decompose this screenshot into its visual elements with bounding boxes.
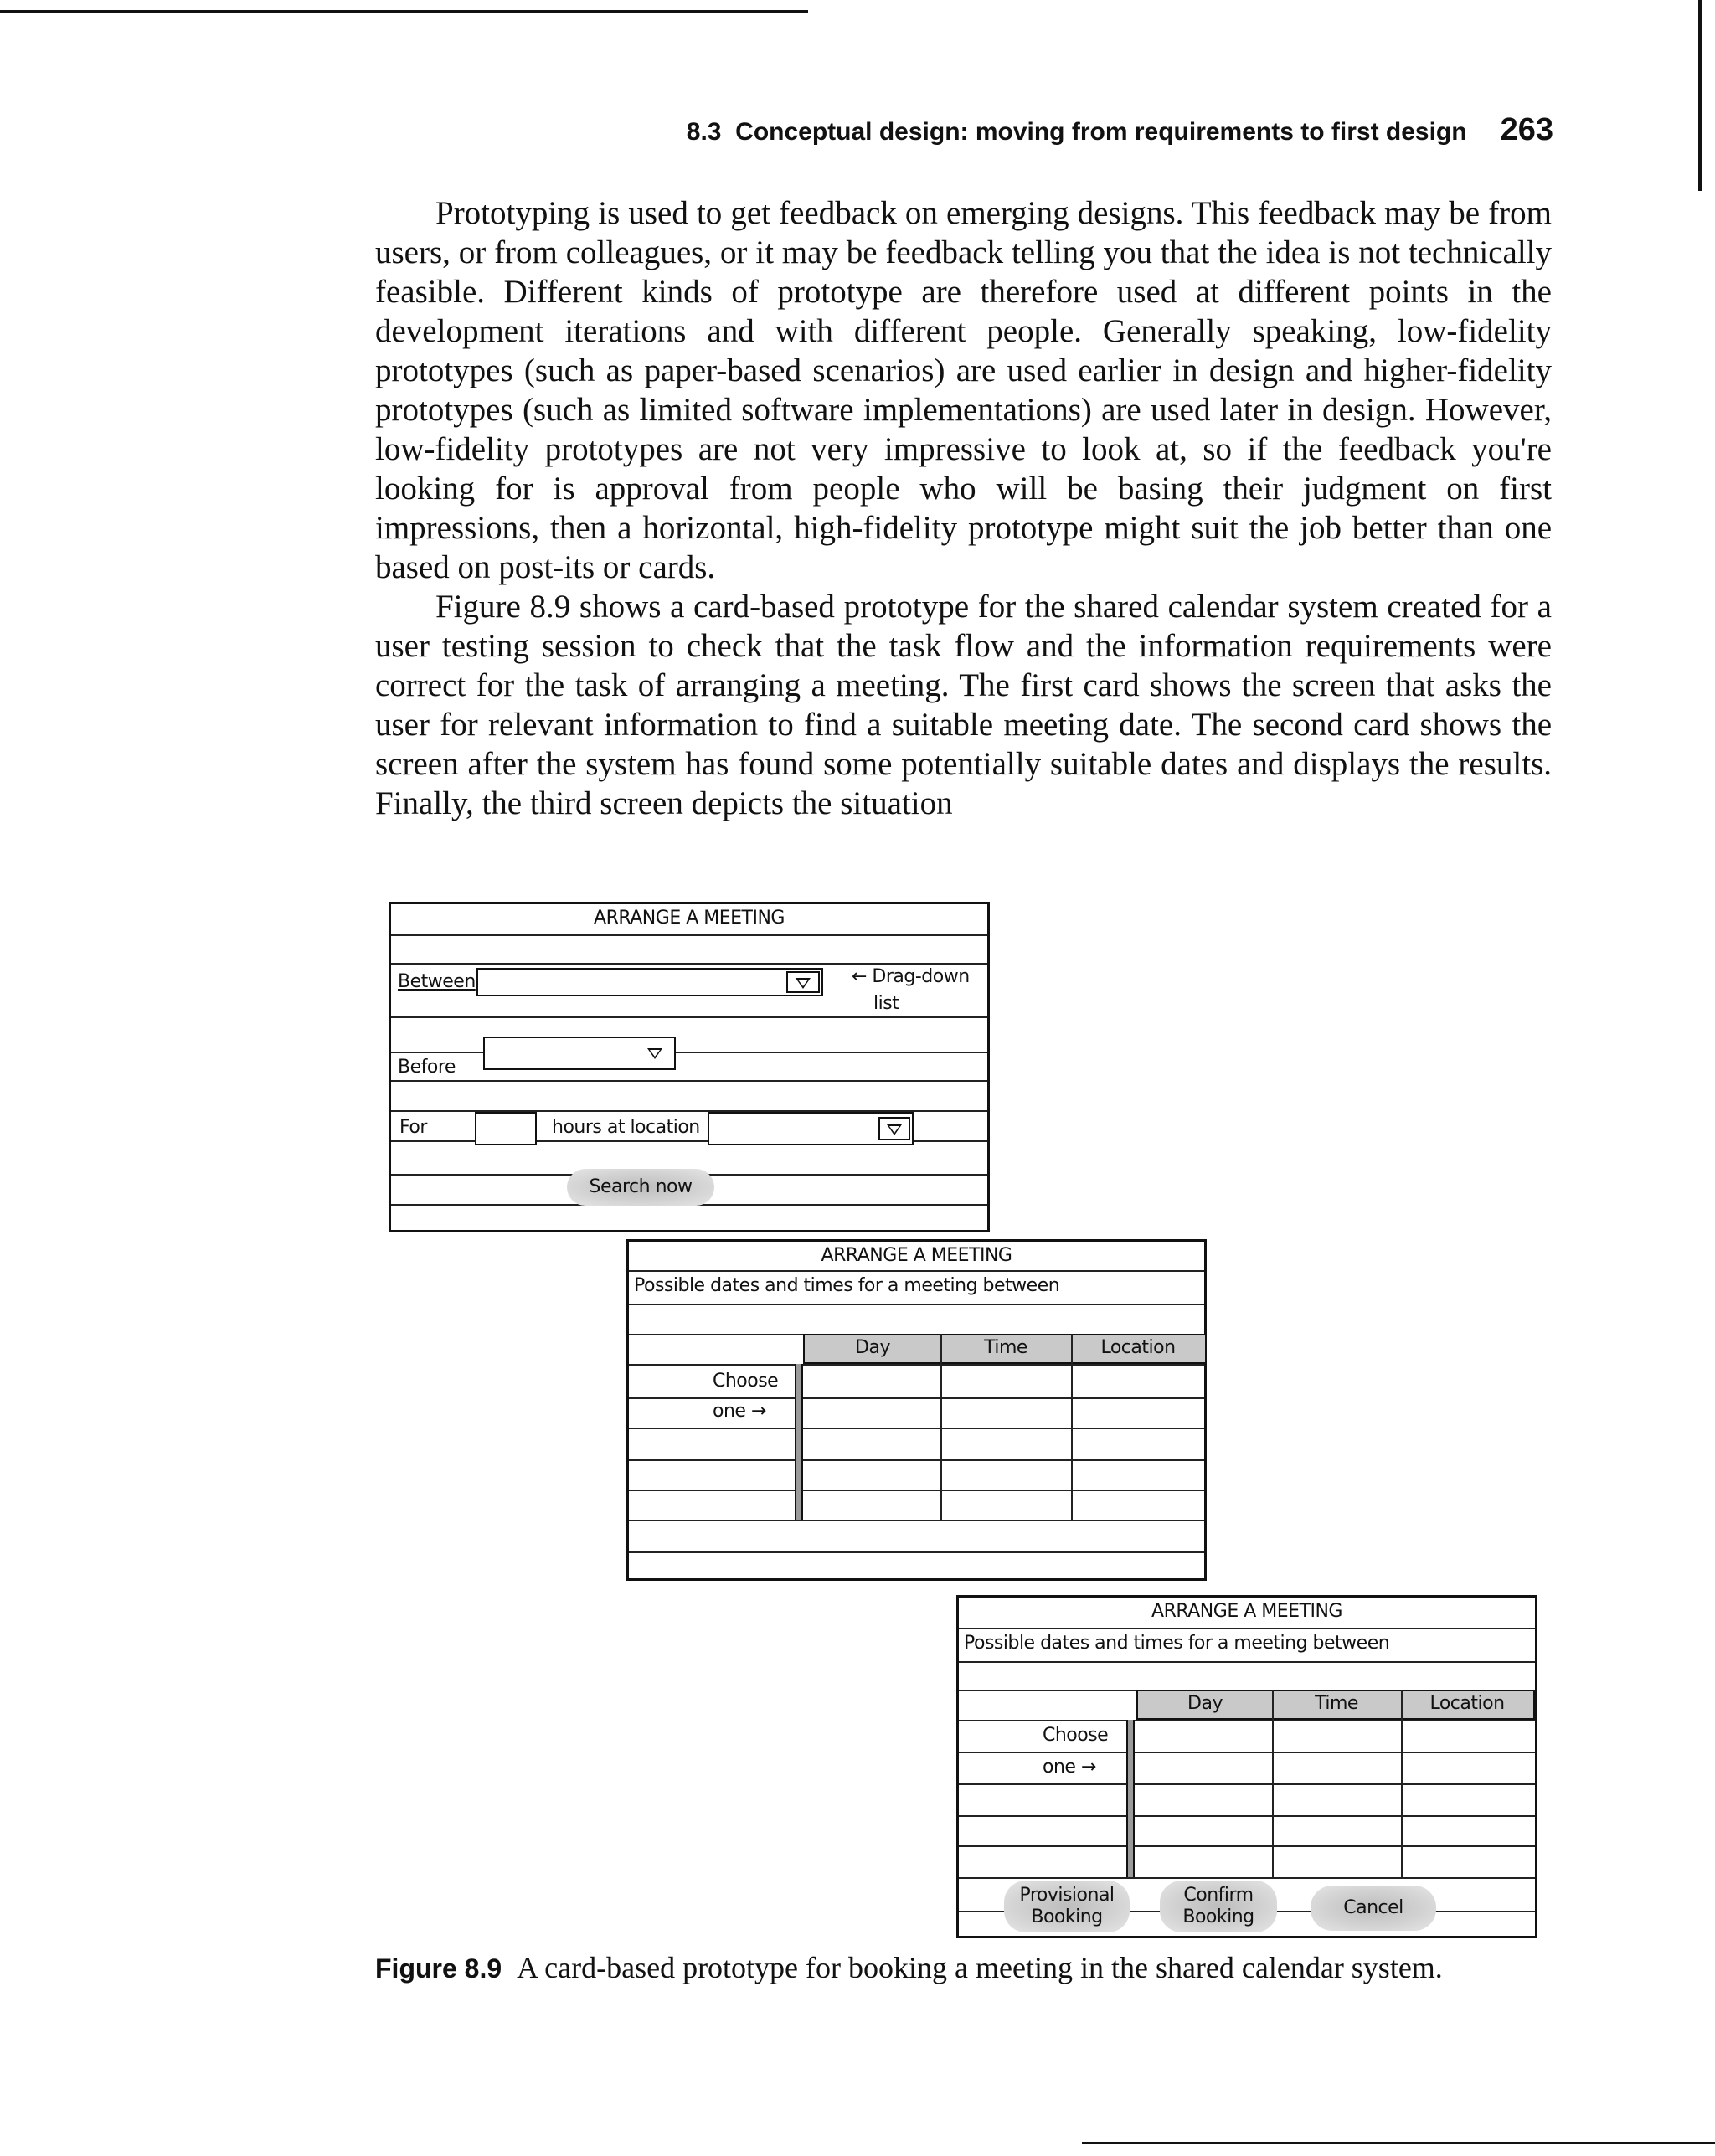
card2-rule (629, 1428, 1204, 1429)
card3-rule (959, 1783, 1535, 1785)
choose-selector-bar[interactable] (795, 1364, 803, 1520)
drag-down-note: ← Drag-down (852, 966, 970, 987)
hours-at-location-label: hours at location (552, 1117, 700, 1138)
card3-rule (959, 1815, 1535, 1817)
figure-caption-label: Figure 8.9 (375, 1953, 502, 1984)
body-text (375, 193, 1552, 823)
column-divider (1272, 1690, 1274, 1877)
provisional-booking-button[interactable] (1004, 1881, 1130, 1932)
paragraph-1: Prototyping is used to get feedback on emerging designs. This feedback may be from users, or from colleagues, or it may be feedback telling you that the idea is not technically feasible. Different kinds of prototype are therefore used at different points in the development iterations and with different people. Generally speaking, low-fidelity prototypes (such as paper-based scenarios) are used earlier in design and higher-fidelity prototypes (such as limited software implementations) are used later in design. However, low-fidelity prototypes are not very impressive to look at, so if the feedback you're looking for is approval from people who will be basing their judgment on first impressions, then a horizontal, high-fidelity prototype might suit the job better than one based on post-its or cards. (375, 195, 1552, 585)
chevron-down-icon (796, 978, 811, 989)
choose-label: Choose (713, 1371, 779, 1392)
choose-label: Choose (1043, 1725, 1109, 1746)
top-rule (0, 10, 808, 13)
before-dropdown[interactable] (483, 1037, 676, 1070)
card3-rule (959, 1845, 1535, 1847)
between-label: Between (398, 971, 476, 992)
choose-selector-bar[interactable] (1126, 1720, 1135, 1877)
card1-title: ARRANGE A MEETING (594, 908, 785, 929)
bottom-rule (1082, 2142, 1715, 2144)
card3-title: ARRANGE A MEETING (1151, 1601, 1342, 1622)
card2-title: ARRANGE A MEETING (821, 1245, 1012, 1266)
location-dropdown[interactable] (708, 1112, 914, 1145)
section-number: 8.3 (686, 118, 722, 146)
card2-rule (629, 1459, 1204, 1461)
card2-rule (629, 1551, 1204, 1553)
column-header-time: Time (1315, 1693, 1358, 1714)
card-arrange-meeting-input (389, 902, 990, 1232)
card3-rule (959, 1752, 1535, 1753)
paragraph-2: Figure 8.9 shows a card-based prototype for the shared calendar system created for a user testing session to check that the task flow and the information requirements were correct for the task of arranging a meeting. The first card shows the screen that asks the user for relevant information to find a suitable meeting date. The second card shows the screen after the system has found some potentially suitable dates and displays the results. Finally, the third screen depicts the situation (375, 589, 1552, 821)
column-header-day: Day (855, 1337, 890, 1358)
card-possible-dates (626, 1239, 1207, 1581)
location-dropdown-toggle[interactable] (878, 1117, 910, 1140)
card3-rule (959, 1720, 1535, 1721)
card2-rule (629, 1520, 1204, 1521)
column-divider (1401, 1690, 1403, 1877)
running-head (636, 112, 1553, 148)
card2-rule (629, 1397, 1204, 1399)
cancel-button[interactable]: Cancel (1311, 1886, 1436, 1931)
figure-caption-text: A card-based prototype for booking a meeting in the shared calendar system. (517, 1951, 1443, 1984)
chevron-down-icon (887, 1124, 902, 1135)
card-booking-options (956, 1595, 1537, 1938)
for-label: For (399, 1117, 427, 1138)
confirm-booking-line2: Booking (1182, 1906, 1254, 1927)
column-divider (1071, 1334, 1073, 1520)
card1-rule (391, 1052, 987, 1053)
card3-rule (959, 1661, 1535, 1663)
hours-input[interactable] (475, 1112, 537, 1145)
card1-rule (391, 1080, 987, 1082)
column-header-time: Time (984, 1337, 1027, 1358)
before-label: Before (398, 1057, 456, 1078)
card3-rule (959, 1628, 1535, 1629)
search-now-button[interactable]: Search now (567, 1169, 714, 1206)
card2-rule (629, 1304, 1204, 1305)
card1-rule (391, 963, 987, 965)
card1-rule (391, 934, 987, 936)
column-header-location: Location (1429, 1693, 1505, 1714)
drag-down-note-list: list (873, 993, 899, 1014)
column-header-location: Location (1100, 1337, 1176, 1358)
card2-rule (629, 1270, 1204, 1272)
card2-rule (629, 1490, 1204, 1491)
right-edge-rule (1698, 0, 1702, 191)
provisional-booking-line2: Booking (1031, 1906, 1103, 1927)
choose-one-label: one → (1043, 1757, 1096, 1778)
card3-subtitle: Possible dates and times for a meeting between (964, 1633, 1390, 1654)
section-title: Conceptual design: moving from requirements to first design (735, 118, 1467, 146)
column-header-day: Day (1187, 1693, 1223, 1714)
card2-subtitle: Possible dates and times for a meeting between (634, 1275, 1060, 1296)
confirm-booking-button[interactable] (1160, 1881, 1277, 1932)
between-dropdown-toggle[interactable] (786, 971, 820, 993)
card1-rule (391, 1016, 987, 1018)
provisional-booking-line1: Provisional (1019, 1885, 1115, 1906)
chevron-down-icon (647, 1048, 662, 1059)
between-dropdown[interactable] (476, 968, 823, 996)
figure-caption (375, 1950, 1564, 1985)
choose-one-label: one → (713, 1401, 766, 1422)
column-divider (940, 1334, 942, 1520)
confirm-booking-line1: Confirm (1183, 1885, 1254, 1906)
card2-rule (629, 1364, 1204, 1366)
card3-rule (959, 1877, 1535, 1879)
page-number: 263 (1500, 112, 1553, 147)
